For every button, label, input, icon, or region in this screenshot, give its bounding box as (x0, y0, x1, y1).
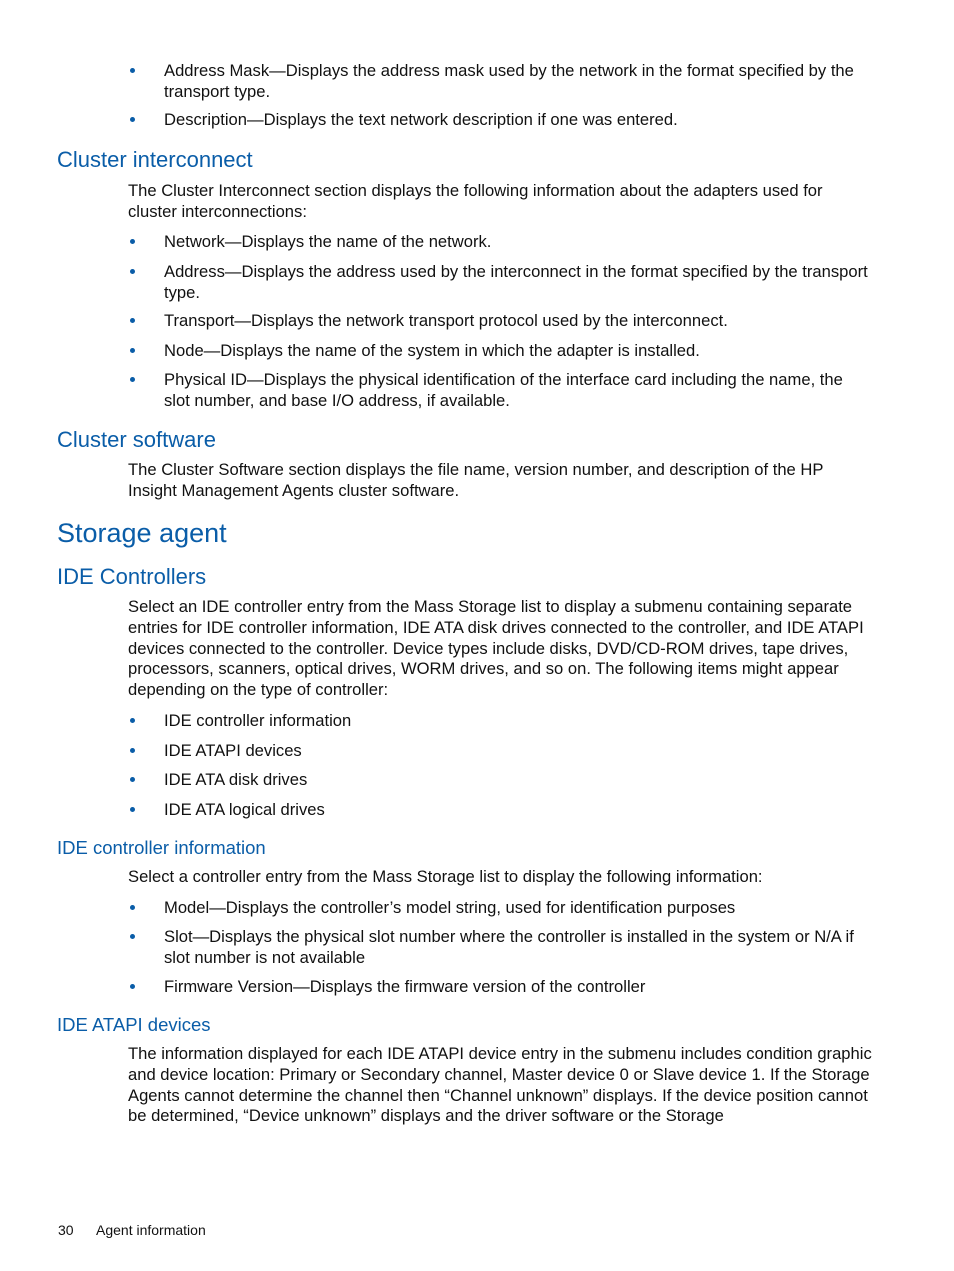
list-item: Network—Displays the name of the network. (128, 231, 873, 252)
list-item: Node—Displays the name of the system in which the adapter is installed. (128, 340, 873, 361)
list-item: IDE ATA logical drives (128, 799, 873, 820)
bullet-icon (130, 377, 135, 382)
bullet-icon (130, 934, 135, 939)
top-bullet-list (128, 60, 873, 130)
list-item: Firmware Version—Displays the firmware version of the controller (128, 976, 873, 997)
cluster-software-body: The Cluster Software section displays the file name, version number, and description of the HP Insight Management Agents cluster software. (128, 460, 824, 500)
footer-section-title: Agent information (96, 1222, 206, 1238)
list-item: Transport—Displays the network transport protocol used by the interconnect. (128, 310, 873, 331)
bullet-icon (130, 68, 135, 73)
bullet-icon (130, 905, 135, 910)
list-item: Address Mask—Displays the address mask used by the network in the format specified by the transport type. (128, 60, 873, 102)
list-item: Physical ID—Displays the physical identification of the interface card including the name, the slot number, and base I/O address, if available. (128, 369, 873, 411)
bullet-icon (130, 239, 135, 244)
bullet-icon (130, 269, 135, 274)
bullet-icon (130, 318, 135, 323)
cluster-interconnect-list (128, 231, 873, 411)
bullet-icon (130, 748, 135, 753)
bullet-icon (130, 807, 135, 812)
bullet-icon (130, 348, 135, 353)
chapter-heading-storage-agent: Storage agent (57, 518, 227, 548)
bullet-icon (130, 718, 135, 723)
ide-controllers-list (128, 710, 873, 820)
ide-atapi-devices-body: The information displayed for each IDE ATAPI device entry in the submenu includes condition graphic and device location: Primary or Secondary channel, Master device 0 or Slave device 1. If the Storage Agents cannot determine the channel then “Channel unknown” displays. If the device position cannot be determined, “Device unknown” displays and the driver software or the Storage (128, 1044, 872, 1126)
list-item: Model—Displays the controller’s model string, used for identification purposes (128, 897, 873, 918)
list-item: IDE ATAPI devices (128, 740, 873, 761)
cluster-interconnect-intro: The Cluster Interconnect section displays the following information about the adapters used for cluster interconnections: (128, 181, 823, 221)
section-heading-cluster-software: Cluster software (57, 427, 216, 452)
list-item: Address—Displays the address used by the interconnect in the format specified by the transport type. (128, 261, 873, 303)
section-heading-cluster-interconnect: Cluster interconnect (57, 147, 253, 172)
list-item: IDE ATA disk drives (128, 769, 873, 790)
list-item: IDE controller information (128, 710, 873, 731)
page-number: 30 (58, 1222, 74, 1238)
list-item: Slot—Displays the physical slot number where the controller is installed in the system or N/A if slot number is not available (128, 926, 873, 968)
subsection-heading-ide-atapi-devices: IDE ATAPI devices (57, 1014, 211, 1035)
bullet-icon (130, 984, 135, 989)
bullet-icon (130, 777, 135, 782)
ide-controllers-body: Select an IDE controller entry from the Mass Storage list to display a submenu containing separate entries for IDE controller information, IDE ATA disk drives connected to the controller, and IDE ATAPI devices connected to the controller. Device types include disks, DVD/CD-ROM drives, tape drives, processors, scanners, optical drives, WORM drives, and so on. The following items might appear depending on the type of controller: (128, 597, 864, 700)
section-heading-ide-controllers: IDE Controllers (57, 564, 207, 589)
bullet-icon (130, 117, 135, 122)
list-item: Description—Displays the text network description if one was entered. (128, 109, 873, 130)
ide-controller-information-list (128, 897, 873, 997)
ide-controller-information-intro: Select a controller entry from the Mass Storage list to display the following information: (128, 867, 763, 886)
subsection-heading-ide-controller-information: IDE controller information (57, 837, 266, 858)
page-footer (58, 1222, 206, 1238)
